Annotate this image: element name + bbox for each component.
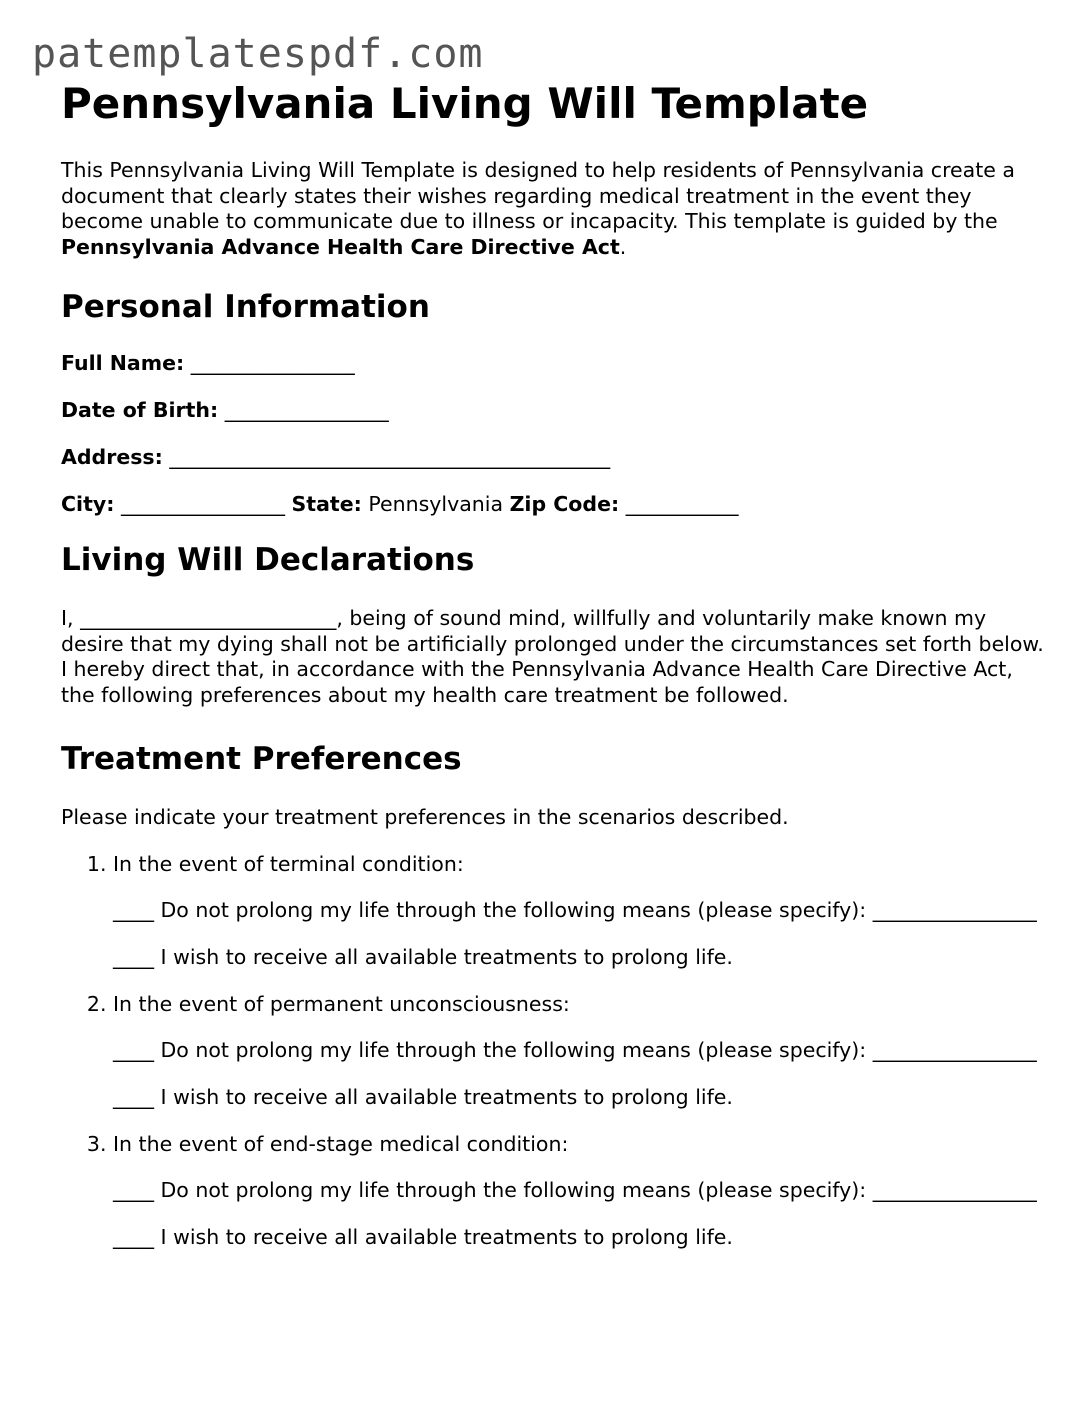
list-item <box>113 1131 1051 1250</box>
intro-act-name: Pennsylvania Advance Health Care Directive Act <box>61 234 620 259</box>
option-do-not-prolong[interactable]: ____ Do not prolong my life through the following means (please specify): ________________ <box>113 898 1037 922</box>
treatment-intro: Please indicate your treatment preferences in the scenarios described. <box>61 805 789 829</box>
full-name-blank[interactable]: ________________ <box>190 351 355 375</box>
scenario-label: In the event of permanent unconsciousness: <box>113 992 570 1016</box>
scenario-label: In the event of end-stage medical condition: <box>113 1132 569 1156</box>
watermark: patemplatespdf.com <box>32 31 484 77</box>
address-label: Address: <box>61 445 163 469</box>
city-state-zip-field <box>61 491 1051 517</box>
intro-text: This Pennsylvania Living Will Template is designed to help residents of Pennsylvania create a document that clearly states their wishes regarding medical treatment in the event they become unable to communicate due to illness or incapacity. This template is guided by the <box>61 158 1015 233</box>
option-do-not-prolong[interactable]: ____ Do not prolong my life through the following means (please specify): ________________ <box>113 1178 1037 1202</box>
intro-paragraph <box>61 158 1051 260</box>
declarations-heading: Living Will Declarations <box>61 542 475 578</box>
intro-end: . <box>619 234 627 259</box>
option-receive-all[interactable]: ____ I wish to receive all available treatments to prolong life. <box>113 1084 733 1109</box>
address-blank[interactable]: ___________________________________________ <box>169 445 611 469</box>
address-field <box>61 444 1051 470</box>
zip-blank[interactable]: ___________ <box>625 492 739 516</box>
list-item <box>113 851 1051 970</box>
full-name-field <box>61 350 1051 376</box>
scenario-label: In the event of terminal condition: <box>113 852 464 876</box>
full-name-label: Full Name: <box>61 351 185 375</box>
option-do-not-prolong[interactable]: ____ Do not prolong my life through the following means (please specify): ________________ <box>113 1038 1037 1062</box>
personal-info-heading: Personal Information <box>61 289 430 325</box>
state-value: Pennsylvania <box>368 492 504 516</box>
declarations-paragraph: I, _________________________, being of sound mind, willfully and voluntarily make known my desire that my dying shall not be artificially prolonged under the circumstances set forth below. I hereby direct that, in accordance with the Pennsylvania Advance Health Care Directive Act, the following preferences about my health care treatment be followed. <box>61 606 1044 707</box>
state-label: State: <box>291 492 362 516</box>
treatment-list <box>61 851 1051 1250</box>
treatment-heading: Treatment Preferences <box>61 741 462 777</box>
list-item <box>113 991 1051 1110</box>
zip-label: Zip Code: <box>509 492 620 516</box>
dob-field <box>61 397 1051 423</box>
option-receive-all[interactable]: ____ I wish to receive all available treatments to prolong life. <box>113 944 733 969</box>
dob-label: Date of Birth: <box>61 398 219 422</box>
option-receive-all[interactable]: ____ I wish to receive all available treatments to prolong life. <box>113 1224 733 1249</box>
city-blank[interactable]: ________________ <box>120 492 285 516</box>
page-title: Pennsylvania Living Will Template <box>61 79 869 128</box>
dob-blank[interactable]: ________________ <box>224 398 389 422</box>
document-page <box>61 78 1051 1271</box>
city-label: City: <box>61 492 115 516</box>
